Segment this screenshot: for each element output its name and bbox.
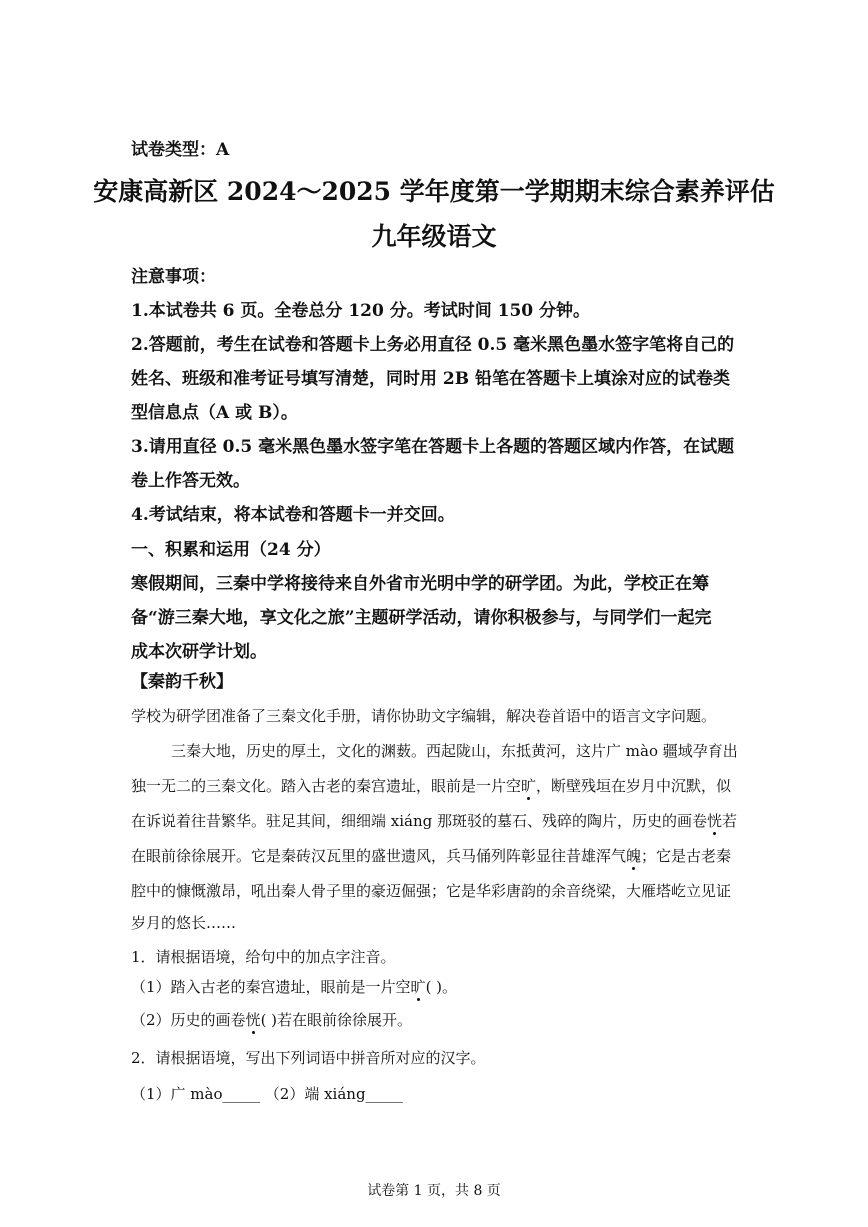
passage-text: ，断壁残垣在岁月中沉默，似 bbox=[536, 777, 732, 795]
passage-line: 腔中的慷慨激昂，吼出秦人骨子里的豪迈倔强；它是华彩唐韵的余音绕梁，大雁塔屹立见证 bbox=[131, 882, 732, 900]
exam-type-label: 试卷类型：A bbox=[131, 140, 230, 160]
notice-line: 4.考试结束，将本试卷和答题卡一并交回。 bbox=[131, 505, 455, 525]
question-2-items: （1）广 mào_____ （2）端 xiáng_____ bbox=[131, 1085, 404, 1103]
dotted-character: 恍 bbox=[707, 812, 723, 830]
passage-line bbox=[131, 775, 731, 796]
dotted-character: 旷 bbox=[410, 978, 426, 996]
passage-text: 独一无二的三秦文化。踏入古老的秦宫遗址，眼前是一片空 bbox=[131, 777, 522, 795]
intro-line: 备“游三秦大地，享文化之旅”主题研学活动，请你积极参与，与同学们一起完 bbox=[131, 608, 712, 628]
passage-line: 三秦大地，历史的厚土，文化的渊薮。西起陇山，东抵黄河，这片广 mào 疆域孕育出 bbox=[171, 742, 738, 760]
intro-line: 成本次研学计划。 bbox=[131, 642, 267, 662]
passage-text: 在眼前徐徐展开。它是秦砖汉瓦里的盛世遗风，兵马俑列阵彰显往昔雄浑气 bbox=[131, 847, 627, 865]
intro-line: 寒假期间，三秦中学将接待来自外省市光明中学的研学团。为此，学校正在筹 bbox=[131, 574, 709, 594]
passage-text: ；它是古老秦 bbox=[641, 847, 732, 865]
passage-text: 若 bbox=[722, 812, 738, 830]
question-1-item-1 bbox=[131, 976, 457, 997]
notice-line: 姓名、班级和准考证号填写清楚，同时用 2B 铅笔在答题卡上填涂对应的试卷类 bbox=[131, 369, 731, 389]
exam-subject: 九年级语文 bbox=[371, 222, 497, 251]
instruction-text: 学校为研学团准备了三秦文化手册，请你协助文字编辑，解决卷首语中的语言文字问题。 bbox=[131, 707, 717, 725]
passage-line bbox=[131, 810, 737, 831]
answer-blank: ( )若在眼前徐徐展开。 bbox=[260, 1011, 413, 1029]
question-1-stem: 1．请根据语境，给句中的加点字注音。 bbox=[131, 948, 396, 966]
page-footer: 试卷第 1 页，共 8 页 bbox=[367, 1183, 501, 1199]
exam-title: 安康高新区 2024～2025 学年度第一学期期末综合素养评估 bbox=[93, 177, 775, 206]
section-title: 一、积累和运用（24 分） bbox=[131, 540, 331, 560]
dotted-character: 魄 bbox=[626, 847, 642, 865]
notice-line: 型信息点（A 或 B）。 bbox=[131, 403, 298, 423]
notice-line: 2.答题前，考生在试卷和答题卡上务必用直径 0.5 毫米黑色墨水签字笔将自己的 bbox=[131, 335, 735, 355]
sub-heading: 【秦韵千秋】 bbox=[131, 672, 233, 692]
notice-heading: 注意事项： bbox=[131, 267, 216, 287]
passage-text: 在诉说着往昔繁华。驻足其间，细细端 xiáng 那斑驳的墓石、残碎的陶片，历史的画卷 bbox=[131, 812, 708, 830]
question-text: （2）历史的画卷 bbox=[131, 1011, 246, 1029]
answer-blank: ( )。 bbox=[425, 978, 458, 996]
dotted-character: 恍 bbox=[245, 1011, 261, 1029]
dotted-character: 旷 bbox=[521, 777, 537, 795]
question-text: （1）踏入古老的秦宫遗址，眼前是一片空 bbox=[131, 978, 411, 996]
passage-line: 岁月的悠长…… bbox=[131, 914, 237, 932]
passage-line bbox=[131, 845, 731, 866]
notice-line: 3.请用直径 0.5 毫米黑色墨水签字笔在答题卡上各题的答题区域内作答，在试题 bbox=[131, 437, 735, 457]
notice-line: 卷上作答无效。 bbox=[131, 471, 250, 491]
question-2-stem: 2．请根据语境，写出下列词语中拼音所对应的汉字。 bbox=[131, 1049, 486, 1067]
question-1-item-2 bbox=[131, 1009, 412, 1030]
notice-line: 1.本试卷共 6 页。全卷总分 120 分。考试时间 150 分钟。 bbox=[131, 301, 591, 321]
